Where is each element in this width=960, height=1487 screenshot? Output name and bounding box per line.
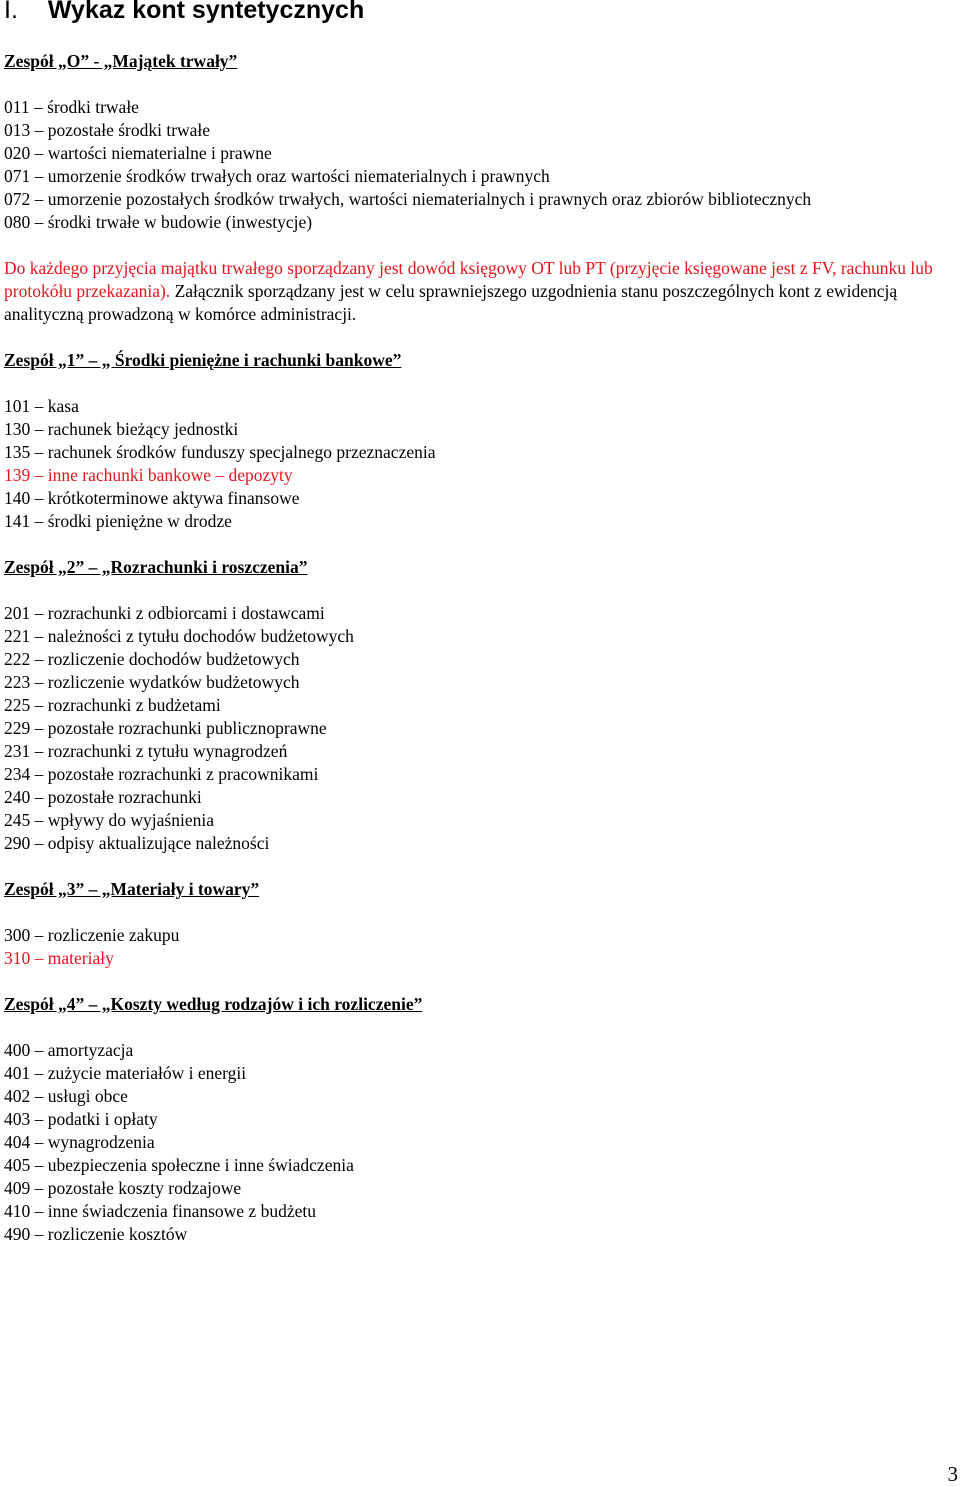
account-item: 400 – amortyzacja: [4, 1040, 134, 1060]
account-item: 011 – środki trwałe: [4, 97, 139, 117]
note-text: Załącznik sporządzany jest w celu sprawniejszego uzgodnienia stanu poszczególnych kont z ewidencją analityczną prowadzoną w komórce administracji.: [4, 281, 898, 324]
account-item: 405 – ubezpieczenia społeczne i inne świadczenia: [4, 1155, 354, 1175]
account-item: 071 – umorzenie środków trwałych oraz wartości niematerialnych i prawnych: [4, 166, 550, 186]
section-zespol-1: [4, 349, 959, 556]
account-item: 223 – rozliczenie wydatków budżetowych: [4, 672, 300, 692]
account-item: 410 – inne świadczenia finansowe z budżetu: [4, 1201, 316, 1221]
account-item: 080 – środki trwałe w budowie (inwestycje): [4, 212, 313, 232]
page-title: [4, 0, 364, 25]
title-number: I.: [4, 0, 18, 24]
account-item: 101 – kasa: [4, 396, 79, 416]
section-zespol-4: [4, 993, 959, 1246]
account-item: 140 – krótkoterminowe aktywa finansowe: [4, 488, 300, 508]
account-item: 245 – wpływy do wyjaśnienia: [4, 810, 214, 830]
document-body: [4, 50, 959, 1246]
account-item: 401 – zużycie materiałów i energii: [4, 1063, 247, 1083]
account-item: 290 – odpisy aktualizujące należności: [4, 833, 270, 853]
account-list: [4, 96, 959, 234]
account-item: 404 – wynagrodzenia: [4, 1132, 155, 1152]
account-item: 013 – pozostałe środki trwałe: [4, 120, 211, 140]
account-list: [4, 1039, 959, 1246]
section-heading: Zespół „4” – „Koszty według rodzajów i ich rozliczenie”: [4, 994, 423, 1014]
account-item: 231 – rozrachunki z tytułu wynagrodzeń: [4, 741, 288, 761]
account-item: 201 – rozrachunki z odbiorcami i dostawcami: [4, 603, 325, 623]
section-heading: Zespół „3” – „Materiały i towary”: [4, 879, 260, 899]
account-item: 402 – usługi obce: [4, 1086, 128, 1106]
section-heading: Zespół „O” - „Majątek trwały”: [4, 51, 238, 71]
account-list: [4, 602, 959, 855]
account-list: [4, 395, 959, 533]
account-item: 141 – środki pieniężne w drodze: [4, 511, 232, 531]
account-item: 221 – należności z tytułu dochodów budżetowych: [4, 626, 354, 646]
account-item: 229 – pozostałe rozrachunki publicznoprawne: [4, 718, 327, 738]
account-item: 310 – materiały: [4, 948, 114, 968]
account-item: 300 – rozliczenie zakupu: [4, 925, 180, 945]
account-item: 072 – umorzenie pozostałych środków trwałych, wartości niematerialnych i prawnych oraz zbiorów bibliotecznych: [4, 189, 812, 209]
account-item: 240 – pozostałe rozrachunki: [4, 787, 202, 807]
account-item: 225 – rozrachunki z budżetami: [4, 695, 221, 715]
account-list: [4, 924, 959, 970]
account-item: 490 – rozliczenie kosztów: [4, 1224, 188, 1244]
note-highlighted: Do każdego przyjęcia majątku trwałego sporządzany jest dowód księgowy OT lub PT (przyjęcie księgowane jest z FV, rachunku lub protokółu przekazania).: [4, 258, 933, 301]
account-item: 139 – inne rachunki bankowe – depozyty: [4, 465, 293, 485]
account-item: 234 – pozostałe rozrachunki z pracownikami: [4, 764, 319, 784]
section-zespol-3: [4, 878, 959, 993]
page-number: 3: [947, 1462, 958, 1486]
account-item: 020 – wartości niematerialne i prawne: [4, 143, 272, 163]
section-zespol-2: [4, 556, 959, 878]
account-item: 403 – podatki i opłaty: [4, 1109, 158, 1129]
account-item: 409 – pozostałe koszty rodzajowe: [4, 1178, 242, 1198]
section-heading: Zespół „1” – „ Środki pieniężne i rachunki bankowe”: [4, 350, 402, 370]
section-zespol-0: [4, 50, 959, 349]
title-text: Wykaz kont syntetycznych: [47, 0, 365, 24]
account-item: 130 – rachunek bieżący jednostki: [4, 419, 239, 439]
account-item: 135 – rachunek środków funduszy specjalnego przeznaczenia: [4, 442, 436, 462]
section-note: [4, 257, 959, 326]
section-heading: Zespół „2” – „Rozrachunki i roszczenia”: [4, 557, 308, 577]
account-item: 222 – rozliczenie dochodów budżetowych: [4, 649, 300, 669]
